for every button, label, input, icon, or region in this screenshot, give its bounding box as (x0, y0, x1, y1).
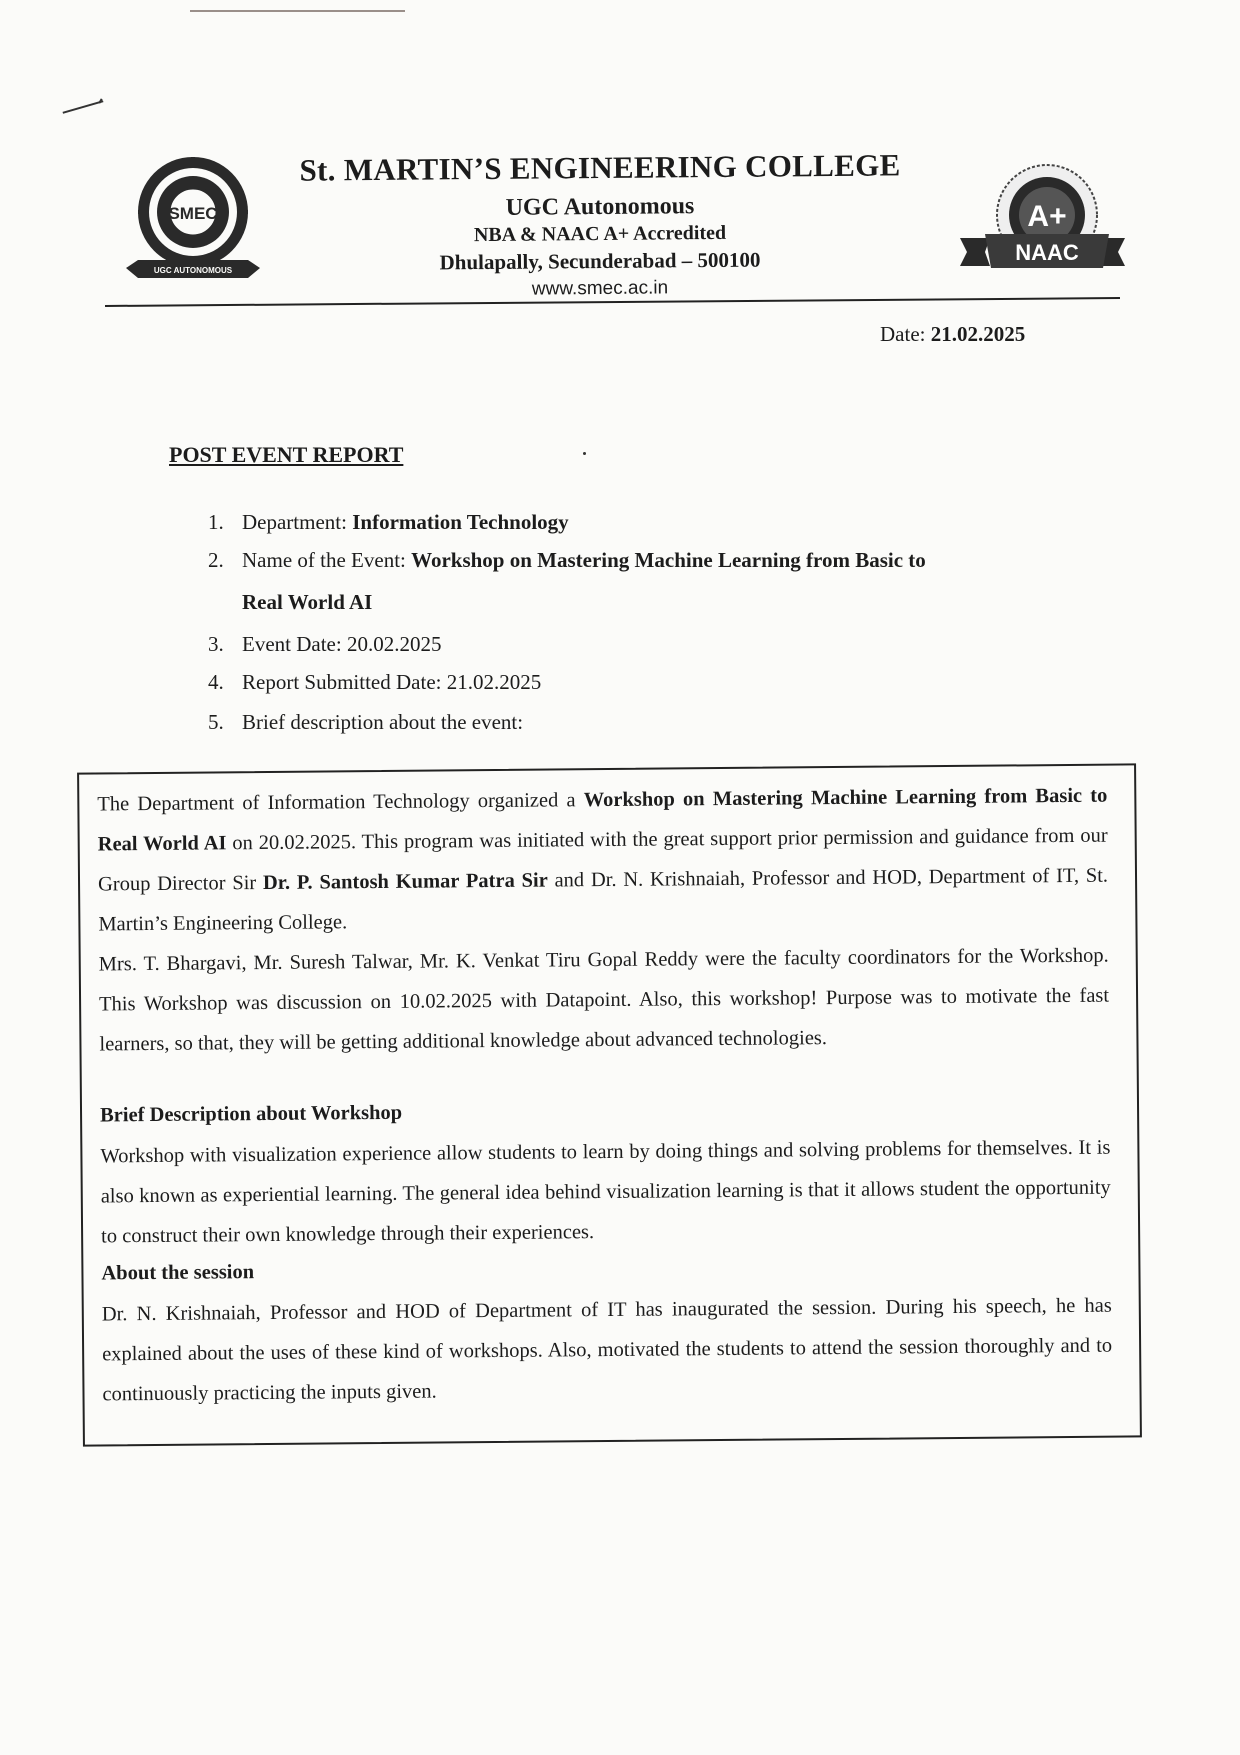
naac-a-plus-badge-icon (955, 160, 1130, 295)
college-logo-icon (118, 150, 268, 290)
report-date (880, 322, 1025, 347)
list-item-event-name-cont: Real World AI (242, 590, 373, 614)
autonomy-status: UGC Autonomous (505, 193, 695, 221)
list-item-event-date: 3. Event Date: 20.02.2025 (208, 632, 442, 656)
date-value: 21.02.2025 (930, 322, 1026, 346)
svg-text:A+: A+ (1027, 200, 1067, 233)
intro-paragraph: The Department of Information Technology organized a Workshop on Mastering Machine Learning from Basic to Real World AI on 20.02.2025. This program was initiated with the great support prior permission and guidance from our Group Director Sir Dr. P. Santosh Kumar Patra Sir and Dr. N. Krishnaiah, Professor and HOD, Department of IT, St. Martin’s Engineering College. (97, 784, 1109, 936)
date-label: Date: (880, 322, 931, 346)
coordinators-paragraph: Mrs. T. Bhargavi, Mr. Suresh Talwar, Mr. K. Venkat Tiru Gopal Reddy were the faculty coordinators for the Workshop. This Workshop was discussion on 10.02.2025 with Datapoint. Also, this workshop! Purpose was to motivate the fast learners, so that, they will be getting additional knowledge about advanced technologies. (98, 944, 1110, 1056)
scan-dot (583, 452, 586, 455)
workshop-paragraph: Workshop with visualization experience allow students to learn by doing things and solving problems for themselves. It is also known as experiential learning. The general idea behind visualization learning is that it allows student the opportunity to construct their own knowledge through their experiences. (100, 1136, 1111, 1248)
svg-text:SMEC: SMEC (168, 204, 218, 223)
svg-text:NAAC: NAAC (1015, 240, 1079, 265)
session-paragraph: Dr. N. Krishnaiah, Professor and HOD of Department of IT has inaugurated the session. During his speech, he has explained about the uses of these kind of workshops. Also, motivated the students to attend the session thoroughly and to continuously practicing the inputs given. (101, 1294, 1113, 1406)
college-name: St. MARTIN’S ENGINEERING COLLEGE (299, 147, 901, 188)
list-item-brief-description: 5. Brief description about the event: (208, 710, 524, 734)
accreditation: NBA & NAAC A+ Accredited (473, 221, 727, 247)
list-item-event-name: 2. Name of the Event: Workshop on Mastering Machine Learning from Basic to (208, 548, 926, 572)
college-website: www.smec.ac.in (531, 277, 669, 300)
college-address: Dhulapally, Secunderabad – 500100 (439, 247, 761, 275)
session-heading: About the session (101, 1261, 255, 1285)
report-title: POST EVENT REPORT (169, 442, 404, 467)
list-item-submitted-date: 4. Report Submitted Date: 21.02.2025 (208, 670, 542, 694)
list-item-department: 1. Department: Information Technology (208, 510, 569, 534)
workshop-heading: Brief Description about Workshop (99, 1101, 403, 1127)
scan-artifact-line (190, 10, 405, 12)
description-box (77, 763, 1142, 1446)
svg-text:UGC AUTONOMOUS: UGC AUTONOMOUS (153, 266, 233, 275)
